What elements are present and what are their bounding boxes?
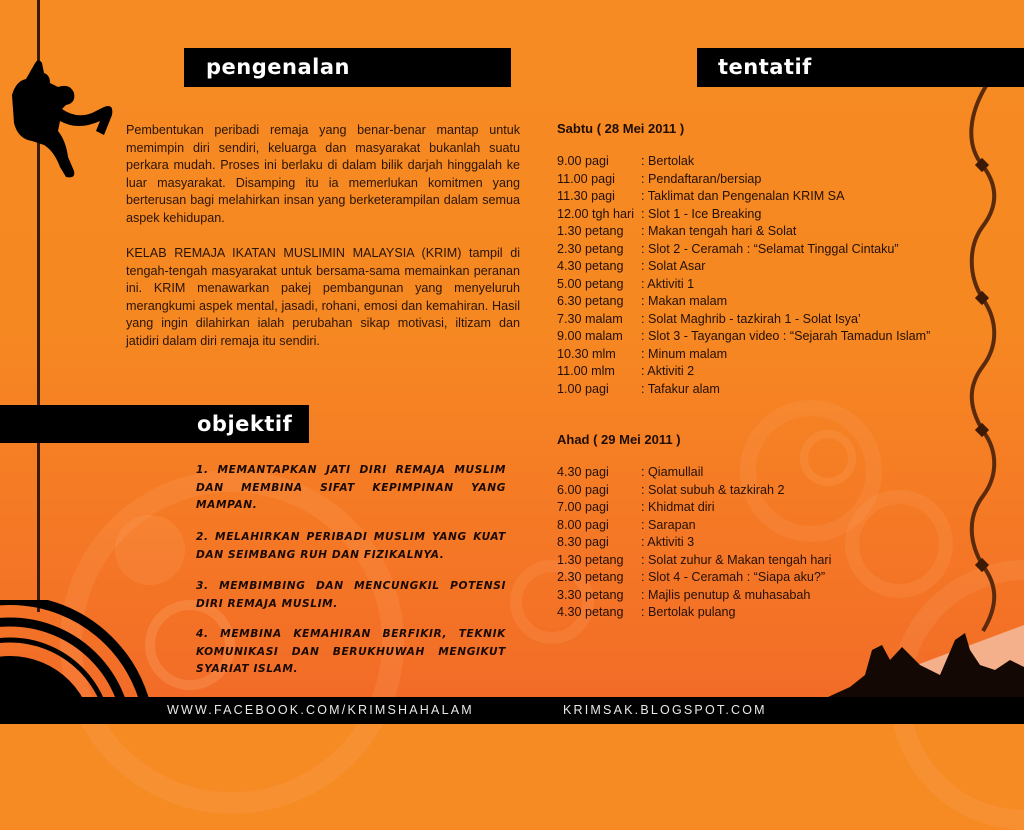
footer-bar [0, 697, 1024, 724]
pengenalan-header [184, 48, 511, 87]
objektif-item-2: 2. MELAHIRKAN PERIBADI MUSLIM YANG KUAT DAN SEIMBANG RUH DAN FIZIKALNYA. [196, 531, 506, 561]
day-title-ahad: Ahad ( 29 Mei 2011 ) [557, 432, 681, 447]
schedule-row: 9.00 malam : Slot 3 - Tayangan video : “Sejarah Tamadun Islam” [557, 329, 931, 343]
objektif-item-1: 1. MEMANTAPKAN JATI DIRI REMAJA MUSLIM DAN MEMBINA SIFAT KEPIMPINAN YANG MAMPAN. [196, 464, 506, 511]
vine-border [958, 86, 1008, 646]
day-title-sabtu: Sabtu ( 28 Mei 2011 ) [557, 121, 685, 136]
tentatif-title: tentatif [718, 55, 812, 79]
schedule-row: 1.30 petang : Solat zuhur & Makan tengah hari [557, 552, 832, 567]
objektif-item-4: 4. MEMBINA KEMAHIRAN BERFIKIR, TEKNIK KOMUNIKASI DAN BERUKHUWAH MENGIKUT SYARIAT ISLAM. [196, 628, 506, 675]
schedule-ahad [557, 464, 831, 622]
schedule-row: 2.30 petang : Slot 2 - Ceramah : “Selamat Tinggal Cintaku” [557, 241, 899, 256]
schedule-row: 8.30 pagi : Aktiviti 3 [557, 535, 695, 549]
schedule-row: 11.00 mlm : Aktiviti 2 [557, 364, 695, 378]
climber-silhouette-icon [4, 55, 122, 185]
schedule-row: 4.30 pagi : Qiamullail [557, 465, 704, 479]
schedule-row: 2.30 petang : Slot 4 - Ceramah : “Siapa aku?” [557, 570, 826, 584]
schedule-row: 6.00 pagi : Solat subuh & tazkirah 2 [557, 482, 785, 497]
schedule-row: 1.30 petang : Makan tengah hari & Solat [557, 224, 797, 238]
schedule-row: 7.30 malam : Solat Maghrib - tazkirah 1 - Solat Isya’ [557, 311, 861, 326]
schedule-row: 7.00 pagi : Khidmat diri [557, 500, 715, 514]
pengenalan-paragraph-2: KELAB REMAJA IKATAN MUSLIMIN MALAYSIA (KRIM) tampil di tengah-tengah masyarakat untuk bersama-sama memainkan peranan ini. KRIM menawarkan pakej pembangunan yang menyeluruh merangkumi aspek mental, jasadi, rohani, emosi dan kemahiran. Hasil yang ingin dilahirkan ialah perubahan sikap motivasi, iltizam dan jatidiri dalam diri remaja itu sendiri. [126, 246, 520, 348]
objektif-title: objektif [197, 412, 293, 436]
schedule-row: 11.00 pagi : Pendaftaran/bersiap [557, 171, 762, 186]
schedule-row: 4.30 petang : Bertolak pulang [557, 605, 736, 619]
schedule-row: 5.00 petang : Aktiviti 1 [557, 276, 695, 291]
pengenalan-title: pengenalan [206, 55, 350, 79]
schedule-row: 3.30 petang : Majlis penutup & muhasabah [557, 587, 811, 602]
schedule-row: 9.00 pagi : Bertolak [557, 154, 695, 168]
pengenalan-paragraph-1: Pembentukan peribadi remaja yang benar-benar mantap untuk memimpin diri sendiri, keluarga dan masyarakat bukanlah suatu perkara mudah. Proses ini berlaku di dalam bilik darjah hinggalah ke luar masyarakat. Disamping itu ia memerlukan komitmen yang berterusan bagi melahirkan insan yang berketerampilan dalam semua aspek kehidupan. [126, 123, 520, 225]
schedule-row: 12.00 tgh hari : Slot 1 - Ice Breaking [557, 206, 762, 221]
schedule-row: 6.30 petang : Makan malam [557, 294, 728, 308]
schedule-row: 4.30 petang : Solat Asar [557, 259, 706, 273]
blog-link[interactable]: KRIMSAK.BLOGSPOT.COM [563, 703, 767, 717]
facebook-link[interactable]: WWW.FACEBOOK.COM/KRIMSHAHALAM [167, 703, 474, 717]
footer-arcs-overlay [0, 697, 60, 724]
tentatif-header [697, 48, 1024, 87]
schedule-sabtu [557, 153, 930, 398]
schedule-row: 11.30 pagi : Taklimat dan Pengenalan KRIM SA [557, 189, 845, 203]
schedule-row: 10.30 mlm : Minum malam [557, 346, 728, 361]
objektif-item-3: 3. MEMBIMBING DAN MENCUNGKIL POTENSI DIRI REMAJA MUSLIM. [196, 580, 506, 610]
schedule-row: 1.00 pagi : Tafakur alam [557, 381, 720, 396]
objektif-header [0, 405, 309, 443]
schedule-row: 8.00 pagi : Sarapan [557, 517, 696, 532]
